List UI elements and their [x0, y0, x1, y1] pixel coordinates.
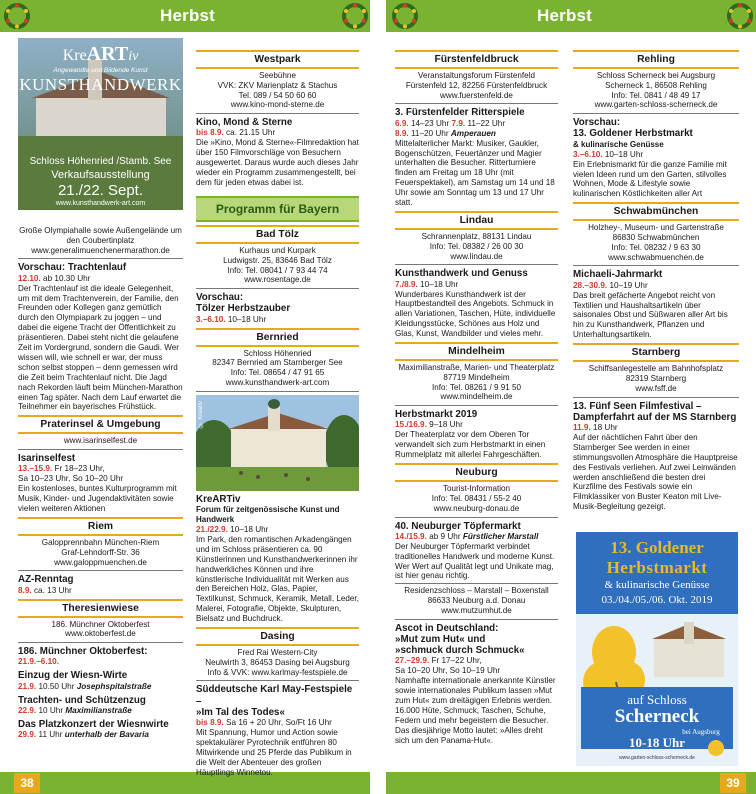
- olympiahalle-info: Große Olympiahalle sowie Außengelände um den Coubertinplatz www.generalimuenchenermarathon.de: [18, 224, 183, 259]
- schloss-photo: [196, 395, 359, 491]
- poster-url: www.kunsthandwerk-art.com: [55, 200, 146, 207]
- section-title: Mindelheim: [395, 342, 558, 361]
- section-title: Westpark: [196, 50, 359, 69]
- column-1: [18, 38, 183, 740]
- poster2-line7: bei Augsburg: [682, 728, 720, 736]
- column-4: [573, 38, 739, 512]
- event-body: Ein kostenloses, buntes Kulturprogramm mit Musik, Kinder- und Jugendaktivitäten sowie vielen weiteren Aktionen: [18, 484, 177, 514]
- section-title: Theresienwiese: [18, 599, 183, 618]
- time: 9–18 Uhr: [429, 420, 463, 430]
- wreath-icon: [342, 3, 368, 29]
- section-praterinsel: [18, 415, 183, 450]
- brand-kre: Kre: [62, 47, 87, 64]
- time: Sa 16 + 20 Uhr, So/Ft 16 Uhr: [226, 718, 332, 728]
- event-date: [18, 586, 183, 596]
- event-body: Mittelalterlicher Markt: Musiker, Gaukler, Bogenschützen, Feuertänzer und Magier unterhalten die Besucher. Ritterturniere finden am Freitag um 18 Uhr (mit Feuerspektakel), am Samstag um 14 und 18 Uhr sowie am Sonntag um 13 und 17 Uhr statt.: [395, 138, 555, 208]
- poster2-line4: 03./04./05./06. Okt. 2019: [601, 594, 713, 606]
- event-title: Vorschau: 13. Goldener Herbstmarkt: [573, 117, 693, 140]
- section-mindelheim: [395, 342, 558, 406]
- marstall-info: Residenzschloss – Marstall – Boxenstall 86633 Neuburg a.d. Donau www.mutzumhut.de: [395, 583, 558, 619]
- poster2-url: www.garten-schloss-scherneck.de: [619, 755, 695, 761]
- event-date: [18, 657, 183, 667]
- section-riem: [18, 517, 183, 571]
- time: 10–18 Uhr: [604, 149, 644, 159]
- section-info: Galopprennbahn München-Riem Graf-Lehndorff-Str. 36 www.galoppmuenchen.de: [18, 536, 183, 571]
- section-info: Schloss Scherneck bei Augsburg Scherneck 1, 86508 Rehling Info: Tel. 0841 / 48 49 17 www.garten-schloss-scherneck.de: [573, 69, 739, 114]
- section-bernried: [196, 328, 359, 392]
- column-2: [196, 38, 359, 778]
- page-number-left: 38: [14, 773, 40, 793]
- event-date: [395, 280, 558, 290]
- time: 11–22 Uhr: [467, 118, 506, 128]
- section-title: Bad Tölz: [196, 225, 359, 244]
- date: 8.9.: [18, 585, 32, 595]
- event-body: Auf der nächtlichen Fahrt über den Starnberger See werden in einer stimmungsvollen Atmosphäre die Hauptpreise des Festivals verliehen. Auf zwei Leinwänden werden anschließend die besten drei Kurzfilme des Festivals sowie ein Filmklassiker von Buster Keaton mit Live-Musik-Begleitung gezeigt.: [573, 432, 738, 512]
- schloss-image: [196, 395, 359, 491]
- event-body: Ein Erlebnismarkt für die ganze Familie mit vielen Ideen rund um den Garten, stilvolles Wohnen, Mode & Lifestyle sowie kulinarischen Köstlichkeiten aller Art: [573, 159, 727, 199]
- section-info: Tourist-Information Info: Tel. 08431 / 55-2 40 www.neuburg-donau.de: [395, 482, 558, 517]
- section-info: 186. Münchner Oktoberfest www.oktoberfest.de: [18, 618, 183, 644]
- location: unterhalb der Bavaria: [64, 730, 149, 740]
- event-title: Herbstmarkt 2019: [395, 409, 478, 421]
- poster2-line1: 13. Goldener: [610, 538, 704, 557]
- time: ab 10.30 Uhr: [43, 273, 91, 283]
- page-number-right: 39: [720, 773, 746, 793]
- poster-kunsthandwerk: KUNSTHANDWERK: [19, 75, 182, 94]
- event-date: [573, 281, 739, 291]
- poster2-line6: Scherneck: [614, 706, 700, 727]
- event-title: Michaeli-Jahrmarkt: [573, 269, 663, 281]
- poster-brand: [18, 43, 183, 66]
- event-date: [18, 464, 183, 474]
- date: 8.9.: [395, 128, 409, 138]
- section-theresienwiese: [18, 599, 183, 644]
- section-info: Fred Rai Western-City Neulwirth 3, 86453 Dasing bei Augsburg Info & VVK: www.karlmay-festspiele.de: [196, 646, 359, 681]
- event-date: [196, 128, 359, 138]
- wreath-icon: [727, 3, 753, 29]
- event-title: 186. Münchner Oktoberfest:: [18, 646, 148, 658]
- poster2-line2: Herbstmarkt: [606, 558, 708, 577]
- time: 10.50 Uhr: [38, 681, 75, 691]
- date: 27.–29.9.: [395, 656, 430, 666]
- event-body: Mit Spannung, Humor und Action sowie spektakulärer Pyrotechnik entführen 80 Mitwirkende und 25 Pferde das Publikum in die Welt der Abenteuer des großen Häuptlings Winnetou.: [196, 728, 352, 777]
- event-body: Der Theaterplatz vor dem Oberen Tor verwandelt sich zum Herbstmarkt in einen Rummelplatz mit allerlei Fahrgeschäften.: [395, 430, 546, 460]
- event-subtitle: & kulinarische Genüsse: [573, 139, 664, 149]
- time: 10–19 Uhr: [609, 280, 648, 290]
- section-info: Schrannenplatz, 88131 Lindau Info: Tel. 08382 / 26 00 30 www.lindau.de: [395, 230, 558, 265]
- column-3: [395, 38, 558, 746]
- section-title: Dasing: [196, 627, 359, 646]
- brand-iv: iv: [128, 49, 139, 64]
- date: 14./15.9.: [395, 531, 427, 541]
- brand-art: ART: [86, 43, 129, 65]
- event-date: [573, 423, 739, 433]
- section-info: Kurhaus und Kurpark Ludwigstr. 25, 83646 Bad Tölz Info: Tel. 08041 / 7 93 44 74 www.rosentage.de: [196, 244, 359, 289]
- program-bayern-banner: Programm für Bayern: [196, 196, 359, 222]
- wreath-icon: [4, 3, 30, 29]
- section-dasing: [196, 627, 359, 681]
- event-date: [18, 706, 183, 716]
- event-title: Vorschau: Trachtenlauf: [18, 262, 127, 274]
- date: 3.–6.10.: [573, 149, 603, 159]
- event-title: Das Platzkonzert der Wiesnwirte: [18, 718, 169, 730]
- date: 7./8.9.: [395, 279, 418, 289]
- time: Fr 18–23 Uhr,: [54, 464, 105, 474]
- date: 7.9.: [451, 118, 466, 128]
- date: 12.10.: [18, 273, 41, 283]
- date: 22.9.: [18, 705, 37, 715]
- section-schwabmuenchen: [573, 202, 739, 266]
- event-date: [395, 420, 558, 430]
- event-title: Isarinselfest: [18, 453, 76, 465]
- section-title: Rehling: [573, 50, 739, 69]
- event-body: Der Neuburger Töpfermarkt verbindet traditionelles Handwerk und moderne Kunst. Wer Wert auf Qualität legt und Unikate mag, ist hier genau richtig.: [395, 541, 555, 581]
- time: 10–18 Uhr: [420, 279, 459, 289]
- section-info: Seebühne VVK: ZKV Marienplatz & Stachus Tel. 089 / 54 50 60 60 www.kino-mond-sterne.de: [196, 69, 359, 114]
- section-lindau: [395, 211, 558, 265]
- event-body: Der Trachtenlauf ist die ideale Gelegenheit, um mit dem Trachtenverein, der Familie, den Freunden oder Kollegen ganz gemütlich durch den Olympiapark zu joggen – und dabei die eigene Tracht der Öffentlichkeit zu präsentieren. Dabei steht nicht die gelaufene Zeit im Vordergrund, sondern die Gaudi. Wer wissen will, wie schnell er war, der muss schon selbst stoppen – denn gemessen wird die Zeit beim Trachtenlauf nicht. Die Jagd nach Rekorden läuft beim München-Marathon einen Tag später. Nach dem Lauf erwartet die Teilnehmer ein bayerisches Frühstück.: [18, 283, 183, 412]
- time: 10–18 Uhr: [230, 524, 269, 534]
- date: 13.–15.9.: [18, 464, 53, 474]
- event-date: [196, 525, 359, 535]
- event-subtitle: Forum für zeitgenössische Kunst und Handwerk: [196, 504, 340, 524]
- event-date: [18, 682, 183, 692]
- date: 29.9.: [18, 730, 37, 740]
- event-date: [395, 119, 558, 129]
- section-title: Lindau: [395, 211, 558, 230]
- event-time: Sa 10–23 Uhr, So 10–20 Uhr: [18, 474, 124, 484]
- poster-dates: 21./22. Sept.: [57, 182, 144, 199]
- section-rehling: [573, 50, 739, 114]
- location: Josephspitalstraße: [76, 681, 152, 691]
- date: 28.–30.9.: [573, 280, 608, 290]
- footer-bar-right: [386, 772, 756, 794]
- kunsthandwerk-poster: [18, 38, 183, 210]
- section-info: Holzhey-, Museum- und Gartenstraße 86830 Schwabmünchen Info: Tel. 08232 / 9 63 30 www.schwabmuenchen.de: [573, 221, 739, 266]
- poster-event: Verkaufsausstellung: [51, 169, 150, 181]
- event-title: 13. Fünf Seen Filmfestival – Dampferfahrt auf der MS Starnberg: [573, 400, 737, 423]
- herbstmarkt-poster: [576, 532, 738, 766]
- time: 10 Uhr: [38, 705, 64, 715]
- section-bad-toelz: [196, 225, 359, 289]
- location: Maximilianstraße: [65, 705, 132, 715]
- event-title: 3. Fürstenfelder Ritterspiele: [395, 107, 525, 119]
- time: 18 Uhr: [593, 422, 618, 432]
- event-title: Einzug der Wiesn-Wirte: [18, 670, 128, 682]
- section-info: Schloss Höhenried 82347 Bernried am Starnberger See Info: Tel. 08654 / 47 91 65 www.kunsthandwerk-art.com: [196, 347, 359, 392]
- time: ab 9 Uhr: [429, 531, 461, 541]
- section-title: Neuburg: [395, 463, 558, 482]
- event-body: Die »Kino, Mond & Sterne«-Filmredaktion hat über 150 Filmvorschläge von Besuchern ausgewertet. Daraus wurde auch dieses Jahr wieder ein Programm zusammengestellt, bei dem für jeden etwas dabei ist.: [196, 138, 359, 188]
- event-title: Kino, Mond & Sterne: [196, 117, 293, 129]
- event-body: Wunderbares Kunsthandwerk ist der Hauptbestandteil des Angebots. Schmuck in allen Variationen, Taschen, Hüte, individuelle Kleidungsstücke, Schönes aus Holz und Glas, Kunst, Wandbilder und vieles mehr.: [395, 289, 556, 339]
- event-body: Das breit gefächerte Angebot reicht von Textilien und Haushaltsartikeln über saisonales Obst und Süßwaren aller Art bis hin zu Kunsthandwerk, Pflanzen und Unterhaltungsartikeln.: [573, 290, 728, 340]
- photo-credit: © Kreativ: [198, 400, 204, 428]
- event-title: KreARTiv: [196, 493, 241, 505]
- event-title: Trachten- und Schützenzug: [18, 694, 146, 706]
- date: 21.9.: [18, 681, 37, 691]
- event-title: Vorschau: Tölzer Herbstzauber: [196, 292, 291, 315]
- section-title: Fürstenfeldbruck: [395, 50, 558, 69]
- section-info: Maximilianstraße, Marien- und Theaterplatz 87719 Mindelheim Info: Tel. 08261 / 9 91 50 www.mindelheim.de: [395, 361, 558, 406]
- section-info: www.isarinselfest.de: [18, 434, 183, 450]
- event-title: Ascot in Deutschland: »Mut zum Hut« und »schmuck durch Schmuck«: [395, 622, 525, 657]
- event-date: [573, 150, 739, 160]
- time: 11–20 Uhr: [410, 128, 449, 138]
- event-date: [18, 274, 183, 284]
- date: 3.–6.10.: [196, 314, 226, 324]
- event-body: Im Park, den romantischen Arkadengängen und im Schloss präsentieren ca. 90 Künstlerinnen und Kunsthandwerkerinnen ihr handwerkliches Können und ihre künstlerische Individualität mit Werken aus den Bereichen Holz, Glas, Papier, Textilkunst, Schmuck, Keramik, Metall, Leder, Malerei, Fotografie, Objekte, Skulpturen, Bielsatz und Buchdruck.: [196, 534, 359, 624]
- section-info: Veranstaltungsforum Fürstenfeld Fürstenfeld 12, 82256 Fürstenfeldbruck www.fuerstenfeld.de: [395, 69, 558, 104]
- header-title-right: Herbst: [537, 6, 593, 25]
- event-date: [395, 532, 558, 542]
- time: ca. 13 Uhr: [33, 585, 72, 595]
- event-date: [18, 730, 183, 740]
- event-title: AZ-Renntag: [18, 574, 74, 586]
- event-date: [395, 129, 558, 139]
- date: 15./16.9.: [395, 420, 427, 430]
- poster2-line5: auf Schloss: [627, 692, 687, 707]
- event-title: Süddeutsche Karl May-Festspiele – »Im Tal des Todes«: [196, 684, 353, 718]
- section-title: Praterinsel & Umgebung: [18, 415, 183, 434]
- event-date: [395, 656, 558, 666]
- section-westpark: [196, 50, 359, 114]
- section-fuerstenfeldbruck: [395, 50, 558, 104]
- date: 21.9.–6.10.: [18, 657, 59, 667]
- section-title: Bernried: [196, 328, 359, 347]
- poster-brand-sub: Angewandte und Bildende Kunst: [53, 67, 148, 74]
- poster2-line3: & kulinarische Genüsse: [604, 579, 710, 591]
- poster-location: Schloss Höhenried /Stamb. See: [29, 156, 172, 167]
- section-title: Riem: [18, 517, 183, 536]
- time: ca. 21.15 Uhr: [226, 128, 276, 138]
- event-date: [196, 718, 359, 728]
- event-body: Namhafte internationale anerkannte Künstler sowie internationales Publikum lassen »Mut zum Hut« zum dreitägigen Erlebnis werden. 16.000 Hüte, Schmuck, Taschen, Schuhe, Federn und mehr begeistern die Besucher. Das diesjährige Motto lautet: »Alles dreht sich um den Panama-Hut«.: [395, 676, 556, 745]
- location: Amperauen: [450, 128, 496, 138]
- section-neuburg: [395, 463, 558, 517]
- section-title: Schwabmünchen: [573, 202, 739, 221]
- date: 21./22.9.: [196, 524, 228, 534]
- event-date: [196, 315, 359, 325]
- date: bis 8.9.: [196, 718, 224, 728]
- section-starnberg: [573, 343, 739, 397]
- time: 10–18 Uhr: [227, 314, 267, 324]
- event-title: Kunsthandwerk und Genuss: [395, 268, 528, 280]
- event-title: 40. Neuburger Töpfermarkt: [395, 520, 521, 532]
- section-title: Starnberg: [573, 343, 739, 362]
- section-info: Schiffsanlegestelle am Bahnhofsplatz 82319 Starnberg www.fsff.de: [573, 362, 739, 397]
- time: 11 Uhr: [38, 730, 63, 740]
- header-title-left: Herbst: [160, 6, 216, 25]
- event-time: Sa 10–20 Uhr, So 10–19 Uhr: [395, 666, 501, 676]
- poster2-line8: 10-18 Uhr: [629, 735, 685, 750]
- location: Fürstlicher Marstall: [462, 531, 539, 541]
- time: Fr 17–22 Uhr,: [431, 656, 482, 666]
- date: 6.9.: [395, 118, 409, 128]
- wreath-icon: [392, 3, 418, 29]
- date: bis 8.9.: [196, 128, 224, 138]
- time: 14–23 Uhr: [410, 118, 450, 128]
- date: 11.9.: [573, 422, 591, 432]
